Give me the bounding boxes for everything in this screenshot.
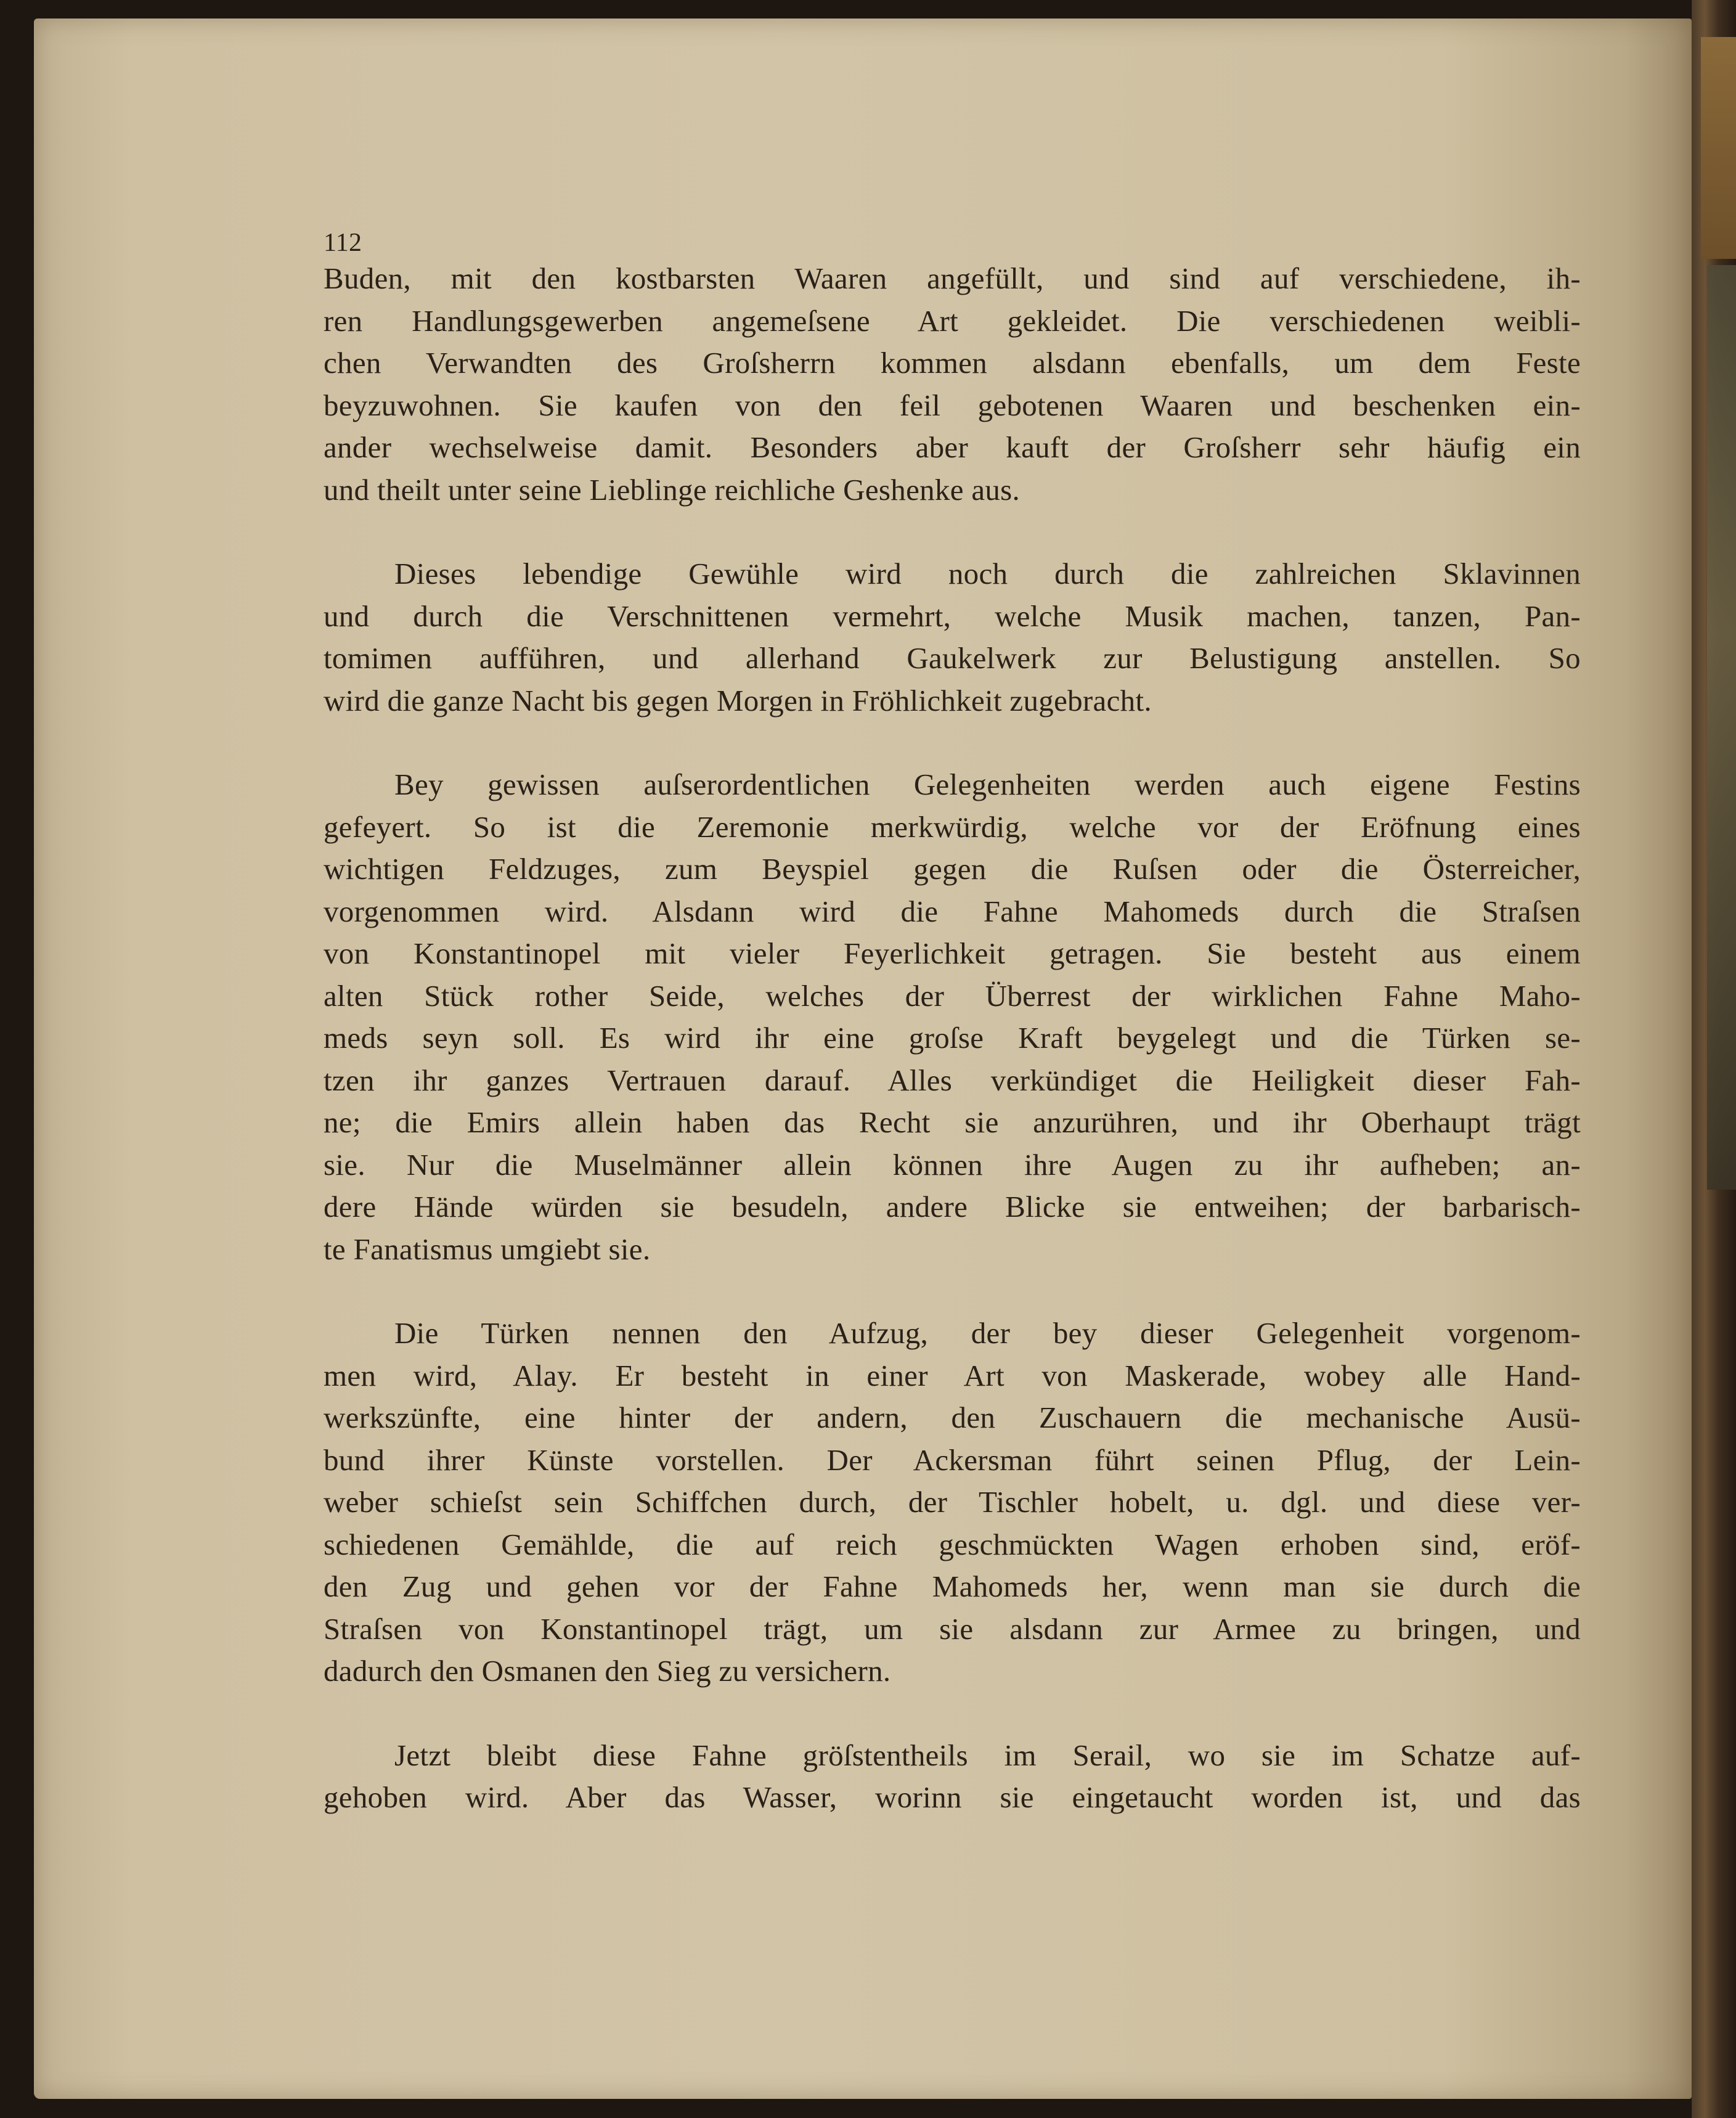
paragraph-3 <box>324 764 1581 1270</box>
text-line: dadurch den Osmanen den Sieg zu versichern. <box>324 1654 891 1688</box>
text-line: meds seyn soll. Es wird ihr eine groſse Kraft beygelegt und die Türken se- <box>324 1021 1581 1055</box>
text-line: ne; die Emirs allein haben das Recht sie anzurühren, und ihr Oberhaupt trägt <box>324 1105 1581 1139</box>
text-line: sie. Nur die Muselmänner allein können ihre Augen zu ihr aufheben; an- <box>324 1147 1581 1182</box>
text-line: tomimen aufführen, und allerhand Gaukelwerk zur Belustigung anstellen. So <box>324 641 1581 675</box>
text-line: und durch die Verschnittenen vermehrt, welche Musik machen, tanzen, Pan- <box>324 599 1581 633</box>
spine-binding-strip <box>1701 37 1736 259</box>
text-line: Dieses lebendige Gewühle wird noch durch die zahlreichen Sklavinnen <box>394 557 1581 591</box>
page-number: 112 <box>324 229 362 257</box>
text-line: men wird, Alay. Er besteht in einer Art von Maskerade, wobey alle Hand- <box>324 1358 1581 1392</box>
text-line: Jetzt bleibt diese Fahne gröſstentheils im Serail, wo sie im Schatze auf- <box>394 1738 1581 1772</box>
text-line: Straſsen von Konstantinopel trägt, um sie alsdann zur Armee zu bringen, und <box>324 1611 1581 1646</box>
text-line: bund ihrer Künste vorstellen. Der Ackersman führt seinen Pflug, der Lein- <box>324 1442 1581 1477</box>
text-line: Die Türken nennen den Aufzug, der bey dieser Gelegenheit vorgenom- <box>394 1316 1581 1350</box>
text-line: wichtigen Feldzuges, zum Beyspiel gegen die Ruſsen oder die Österreicher, <box>324 852 1581 886</box>
text-line: alten Stück rother Seide, welches der Überrest der wirklichen Fahne Maho- <box>324 978 1581 1013</box>
text-line: gehoben wird. Aber das Wasser, worinn sie eingetaucht worden ist, und das <box>324 1780 1581 1814</box>
text-line: weber schieſst sein Schiffchen durch, der Tischler hobelt, u. dgl. und diese ver- <box>324 1485 1581 1519</box>
text-line: wird die ganze Nacht bis gegen Morgen in Fröhlichkeit zugebracht. <box>324 683 1152 718</box>
text-line: Buden, mit den kostbarsten Waaren angefüllt, und sind auf verschiedene, ih- <box>324 261 1581 295</box>
paragraph-2 <box>324 553 1581 722</box>
page-text <box>324 228 1581 1819</box>
paragraph-4 <box>324 1312 1581 1693</box>
paragraph-5 <box>324 1735 1581 1819</box>
text-line: den Zug und gehen vor der Fahne Mahomeds her, wenn man sie durch die <box>324 1569 1581 1603</box>
text-line: chen Verwandten des Groſsherrn kommen alsdann ebenfalls, um dem Feste <box>324 346 1581 380</box>
text-line: dere Hände würden sie besudeln, andere Blicke sie entweihen; der barbarisch- <box>324 1190 1581 1224</box>
facing-page-edge <box>1707 265 1736 1190</box>
text-line: gefeyert. So ist die Zeremonie merkwürdig, welche vor der Eröfnung eines <box>324 809 1581 844</box>
text-line: te Fanatismus umgiebt sie. <box>324 1232 651 1266</box>
text-line: tzen ihr ganzes Vertrauen darauf. Alles verkündiget die Heiligkeit dieser Fah- <box>324 1063 1581 1097</box>
text-line: beyzuwohnen. Sie kaufen von den feil gebotenen Waaren und beschenken ein- <box>324 388 1581 422</box>
text-line: ren Handlungsgewerben angemeſsene Art gekleidet. Die verschiedenen weibli- <box>324 303 1581 338</box>
text-line: und theilt unter seine Lieblinge reichliche Geshenke aus. <box>324 472 1021 507</box>
text-line: ander wechselweise damit. Besonders aber kauft der Groſsherr sehr häufig ein <box>324 430 1581 464</box>
text-line: Bey gewissen auſserordentlichen Gelegenheiten werden auch eigene Festins <box>394 767 1581 801</box>
text-line: werkszünfte, eine hinter der andern, den Zuschauern die mechanische Ausü- <box>324 1400 1581 1434</box>
text-line: schiedenen Gemählde, die auf reich geschmückten Wagen erhoben sind, eröf- <box>324 1527 1581 1561</box>
text-line: vorgenommen wird. Alsdann wird die Fahne Mahomeds durch die Straſsen <box>324 894 1581 928</box>
text-line: von Konstantinopel mit vieler Feyerlichkeit getragen. Sie besteht aus einem <box>324 936 1581 970</box>
paragraph-1 <box>324 258 1581 511</box>
